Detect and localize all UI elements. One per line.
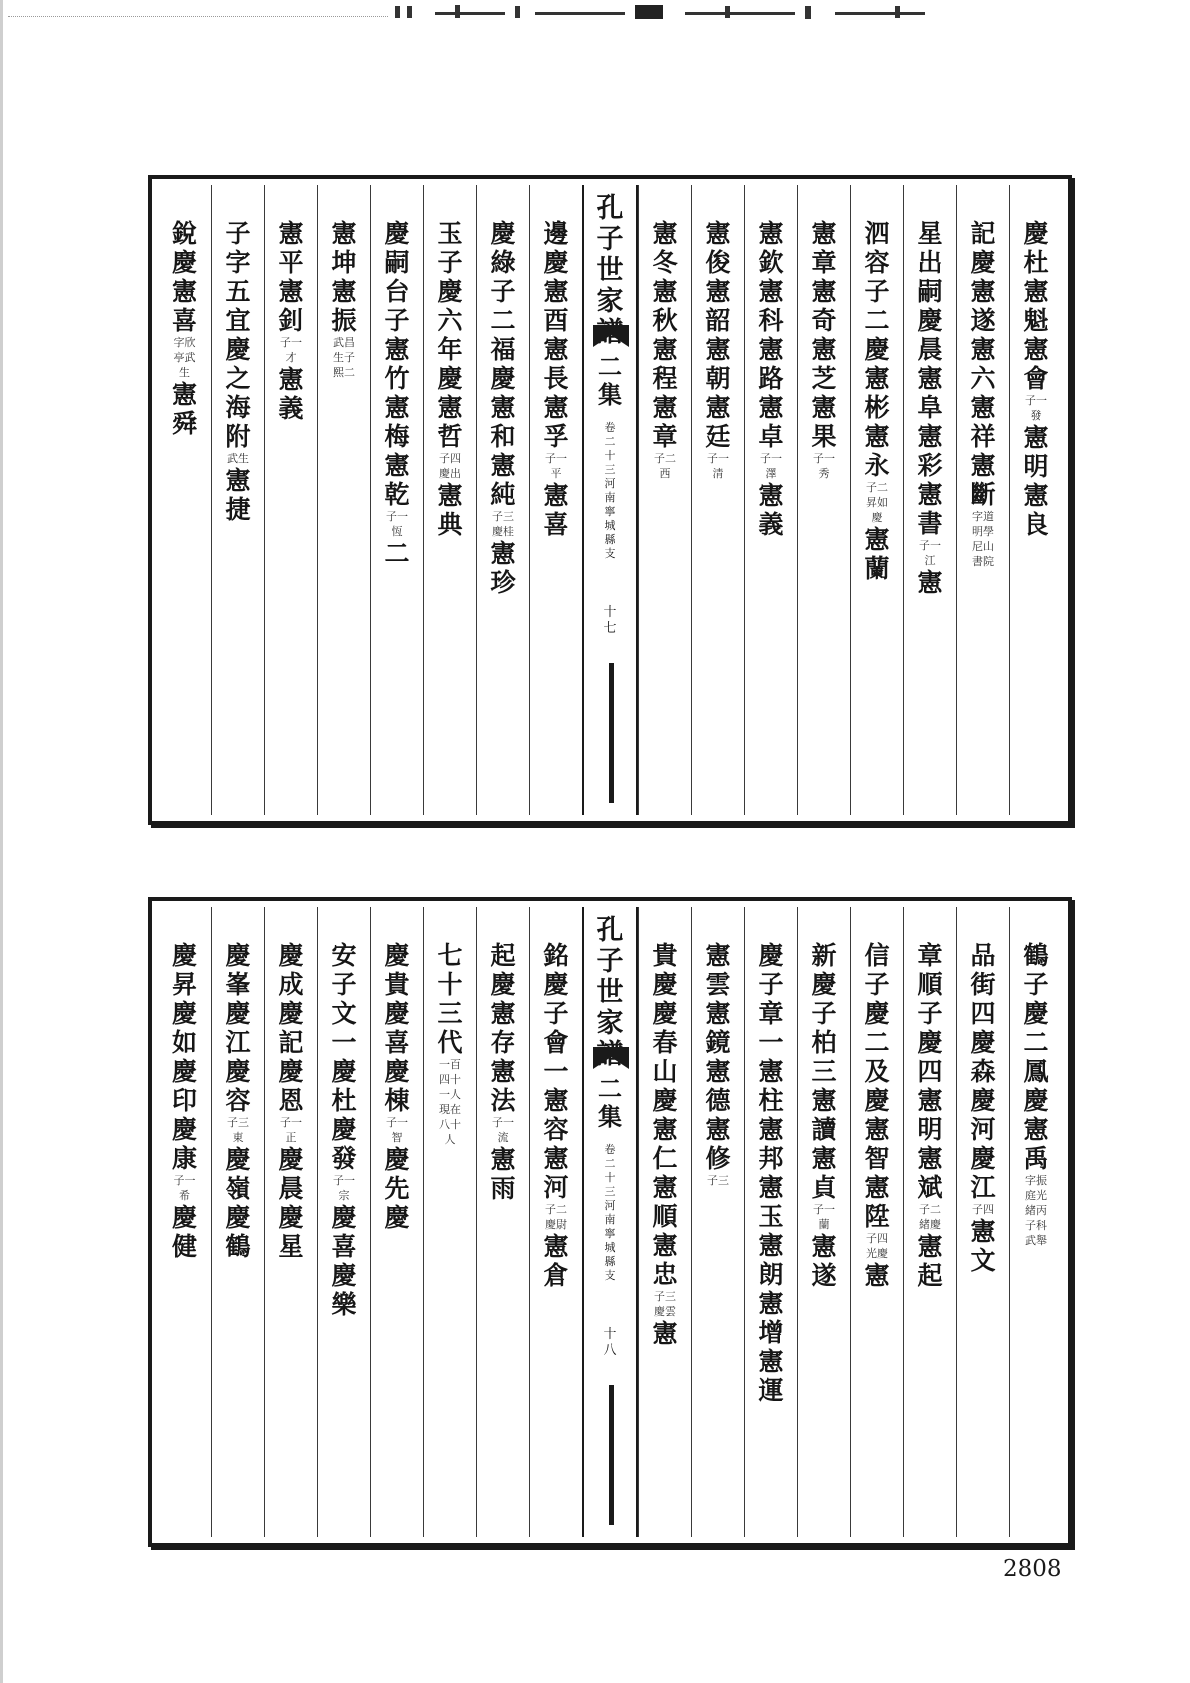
fishtail-mark-icon <box>593 325 629 347</box>
entry-column: 慶綠子二福慶憲和憲純 子三慶桂 憲珍 <box>476 185 529 815</box>
entry-column: 品街四慶森慶河慶江 子四 憲文 <box>956 907 1009 1537</box>
entry-column: 憲雲憲鏡憲德憲修 子三 <box>691 907 744 1537</box>
column-strip <box>158 907 1062 1537</box>
volume-label: 二集 <box>598 1074 622 1131</box>
entry-column: 慶貴慶喜慶棟 子一智 慶先慶 <box>370 907 423 1537</box>
entry-column: 憲冬憲秋憲程憲章 子二西 <box>638 185 691 815</box>
entry-column: 憲章憲奇憲芝憲果 子一秀 <box>797 185 850 815</box>
entry-column: 章順子慶四憲明憲斌 子二緒慶 憲起 <box>903 907 956 1537</box>
entry-column: 記慶憲遂憲六憲祥憲斷 字道明學尼山書院 <box>956 185 1009 815</box>
center-fold-header <box>582 185 638 815</box>
entry-column: 憲平憲釗 子一才 憲義 <box>264 185 317 815</box>
entry-column: 玉子慶六年慶憲哲 子四慶出 憲典 <box>423 185 476 815</box>
volume-label: 二集 <box>598 352 622 409</box>
entry-column: 邊慶憲酉憲長憲孚 子一平 憲喜 <box>529 185 582 815</box>
center-fold-header <box>582 907 638 1537</box>
scan-edge <box>0 0 3 1683</box>
entry-column: 慶嗣台子憲竹憲梅憲乾 子一恆 二 <box>370 185 423 815</box>
entry-column: 憲坤憲振 武昌生子熙二 <box>317 185 370 815</box>
entry-column: 銳慶憲喜 字欣亭武生 憲舜 <box>171 219 197 438</box>
ink-fragments-icon <box>395 4 945 20</box>
dotted-rule <box>8 16 388 17</box>
fishtail-mark-icon <box>593 1047 629 1069</box>
entry-column: 新慶子柏三憲讀憲貞 子一蘭 憲遂 <box>797 907 850 1537</box>
entry-column: 起慶憲存憲法 子一流 憲雨 <box>476 907 529 1537</box>
fold-rule <box>609 663 614 803</box>
genealogy-page-bottom <box>148 897 1072 1547</box>
entry-column: 貴慶慶春山慶憲仁憲順憲忠 子三慶雲 憲 <box>638 907 691 1537</box>
entry-column: 子字五宜慶之海附 武生 憲捷 <box>211 185 264 815</box>
fold-rule <box>609 1385 614 1525</box>
entry-column: 慶杜憲魁憲會 子一發 憲明憲良 <box>1009 185 1062 815</box>
entry-column: 慶子章一憲柱憲邦憲玉憲朗 憲增憲運 <box>744 907 797 1537</box>
entry-column: 鶴子慶二鳳慶憲禹 字振庭光緒丙子科武舉 <box>1009 907 1062 1537</box>
top-scan-noise <box>0 0 1190 22</box>
entry-column: 慶峯慶江慶容 子三東 慶嶺慶鶴 <box>211 907 264 1537</box>
entry-column: 星出嗣慶晨憲阜憲彩憲書 子一江 憲 <box>903 185 956 815</box>
book-title: 孔子世家 <box>596 193 624 317</box>
genealogy-page-top <box>148 175 1072 825</box>
entry-column: 憲俊憲韶憲朝憲廷 子一清 <box>691 185 744 815</box>
book-title: 孔子世家 <box>596 915 624 1039</box>
folio-number: 十七 <box>603 605 617 636</box>
entry-column: 銘慶子會一憲容憲河 子二慶尉 憲倉 <box>529 907 582 1537</box>
scan-page-number: 2808 <box>1003 1556 1062 1582</box>
entry-column: 七十三代 一百四十一人 現在八十人 <box>423 907 476 1537</box>
fascicle-label: 卷二十三 河南寧城縣支 <box>604 1143 616 1282</box>
entry-column: 泗容子二慶憲彬憲永 子二昇如慶 憲蘭 <box>850 185 903 815</box>
entry-column: 慶成慶記慶恩 子一正 慶晨慶星 <box>264 907 317 1537</box>
entry-column: 憲欽憲科憲路憲卓 子一澤 憲義 <box>744 185 797 815</box>
fascicle-label: 卷二十三 河南寧城縣支 <box>604 421 616 560</box>
entry-column: 信子慶二及慶憲智憲陞 子四光慶 憲 <box>850 907 903 1537</box>
entry-column: 慶昇慶如慶印慶康 子一希 慶健 <box>171 941 197 1261</box>
folio-number: 十八 <box>603 1327 617 1358</box>
entry-column: 安子文一慶杜慶發 子一宗 慶喜慶樂 <box>317 907 370 1537</box>
column-strip <box>158 185 1062 815</box>
